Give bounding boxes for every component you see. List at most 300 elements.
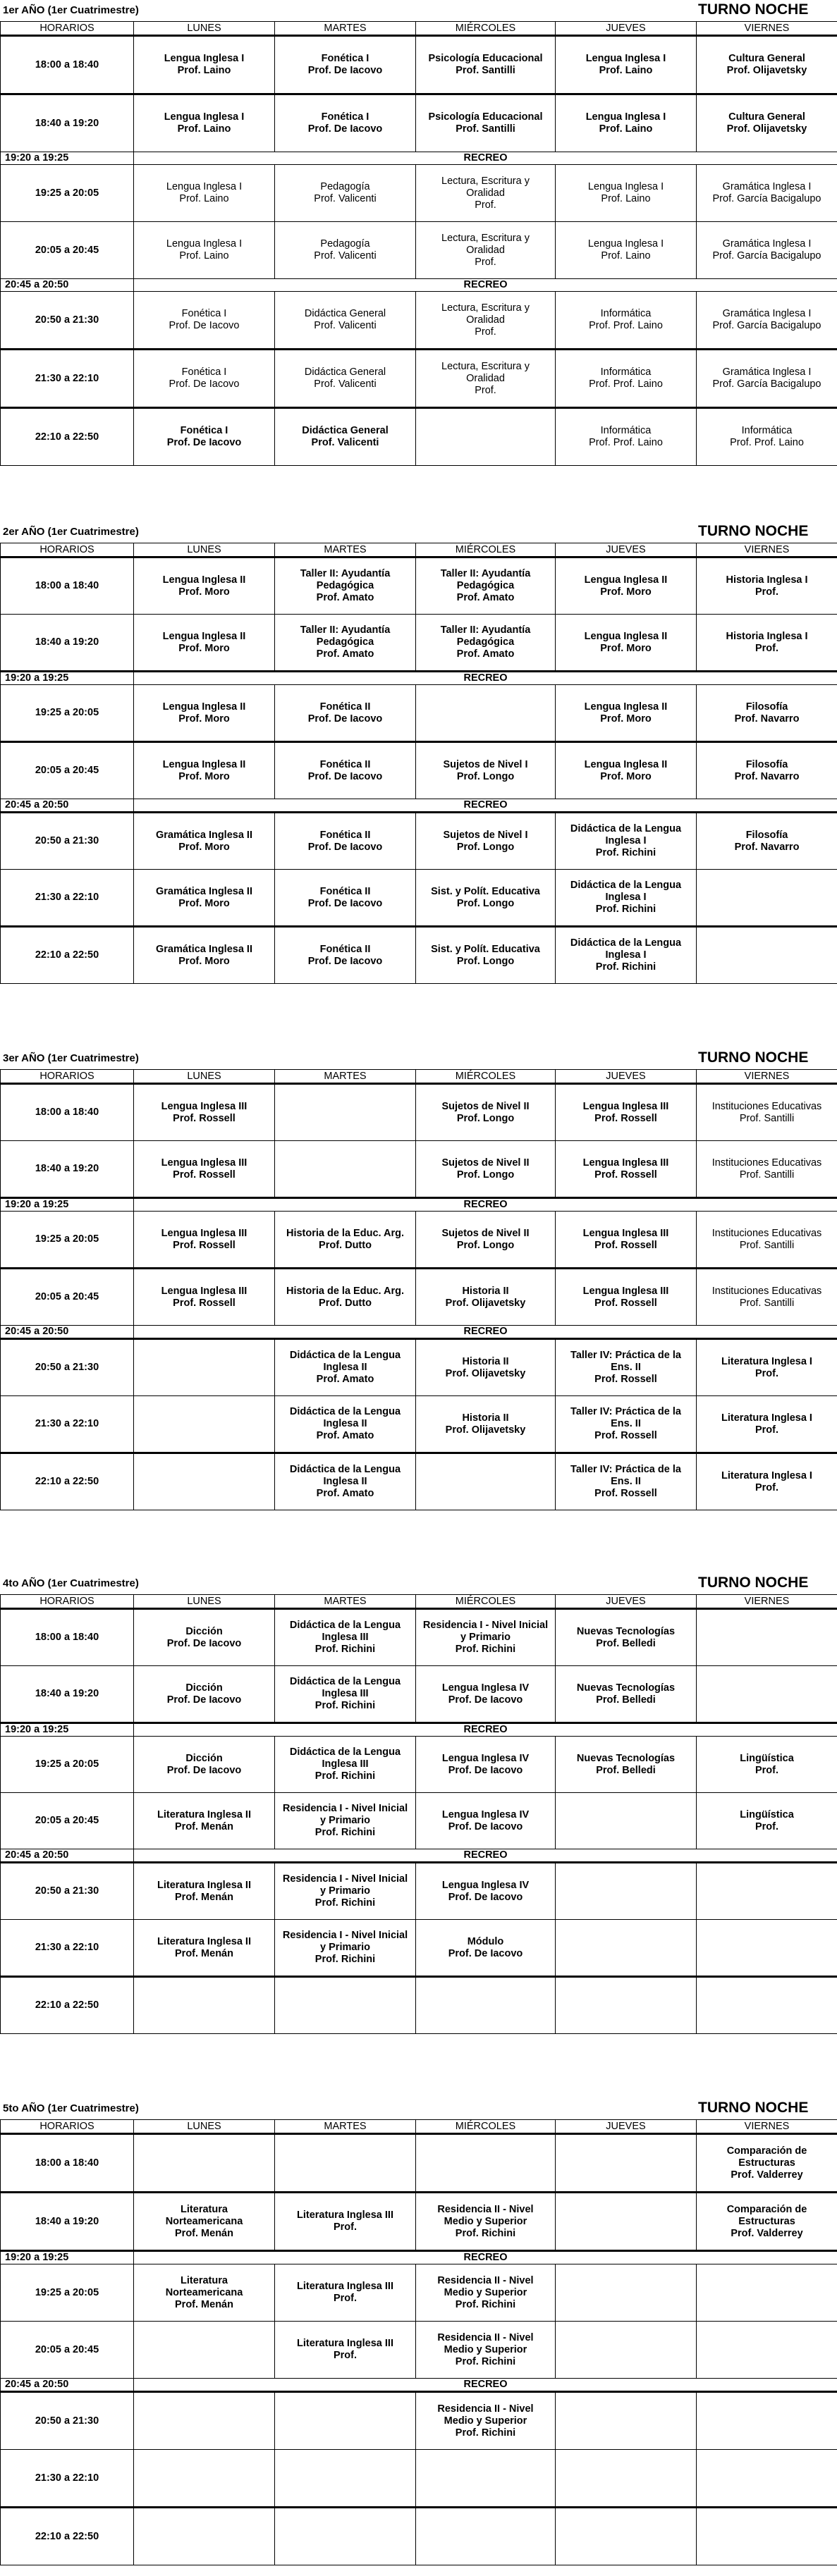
column-header: LUNES [134, 543, 275, 557]
class-cell: Historia Inglesa I Prof. [697, 557, 837, 615]
header-row [1, 22, 837, 36]
class-cell [416, 2450, 556, 2508]
class-cell [556, 1920, 697, 1977]
time-slot: 20:05 a 20:45 [1, 1793, 134, 1849]
class-cell: Fonética II Prof. De Iacovo [275, 813, 416, 870]
class-cell: Didáctica de la Lengua Inglesa III Prof. Richini [275, 1609, 416, 1666]
column-header: MIÉRCOLES [416, 22, 556, 36]
class-cell: Lengua Inglesa II Prof. Moro [134, 615, 275, 672]
class-cell: Lengua Inglesa III Prof. Rossell [134, 1141, 275, 1198]
time-slot: 22:10 a 22:50 [1, 927, 134, 984]
class-cell: Lengua Inglesa I Prof. Laino [134, 165, 275, 222]
class-cell: Informática Prof. Prof. Laino [556, 408, 697, 466]
class-cell: Lengua Inglesa I Prof. Laino [134, 222, 275, 279]
class-cell [556, 2193, 697, 2251]
class-cell: Lectura, Escritura y Oralidad Prof. [416, 292, 556, 350]
class-cell: Residencia I - Nivel Inicial y Primario Prof. Richini [275, 1793, 416, 1849]
class-cell: Fonética II Prof. De Iacovo [275, 685, 416, 742]
table-row [1, 870, 837, 927]
class-cell: Instituciones Educativas Prof. Santilli [697, 1212, 837, 1269]
class-cell: Lengua Inglesa IV Prof. De Iacovo [416, 1666, 556, 1723]
class-cell: Didáctica de la Lengua Inglesa II Prof. Amato [275, 1339, 416, 1396]
class-cell: Residencia II - Nivel Medio y Superior Prof. Richini [416, 2322, 556, 2379]
break-label: RECREO [134, 2251, 837, 2264]
class-cell: Módulo Prof. De Iacovo [416, 1920, 556, 1977]
class-cell: Didáctica de la Lengua Inglesa III Prof. Richini [275, 1737, 416, 1793]
table-row [1, 1737, 837, 1793]
class-cell [134, 2450, 275, 2508]
break-row [1, 1198, 837, 1212]
table-row [1, 36, 837, 94]
time-slot: 21:30 a 22:10 [1, 2450, 134, 2508]
class-cell: Fonética II Prof. De Iacovo [275, 742, 416, 799]
class-cell: Taller IV: Práctica de la Ens. II Prof. Rossell [556, 1396, 697, 1453]
time-slot: 18:00 a 18:40 [1, 557, 134, 615]
class-cell [697, 1863, 837, 1920]
table-row [1, 2134, 837, 2193]
class-cell: Literatura Norteamericana Prof. Menán [134, 2264, 275, 2322]
class-cell [134, 2134, 275, 2193]
class-cell [134, 2508, 275, 2565]
shift-label: TURNO NOCHE [698, 523, 809, 539]
schedule-table [0, 2119, 837, 2565]
table-row [1, 1666, 837, 1723]
class-cell: Lengua Inglesa I Prof. Laino [556, 165, 697, 222]
column-header: VIERNES [697, 22, 837, 36]
column-header: HORARIOS [1, 1595, 134, 1609]
class-cell: Gramática Inglesa I Prof. García Bacigalupo [697, 222, 837, 279]
class-cell [416, 408, 556, 466]
break-row [1, 1326, 837, 1339]
column-header: MARTES [275, 2120, 416, 2134]
class-cell: Lengua Inglesa IV Prof. De Iacovo [416, 1737, 556, 1793]
time-slot: 19:20 a 19:25 [1, 1723, 134, 1737]
class-cell: Instituciones Educativas Prof. Santilli [697, 1269, 837, 1326]
class-cell: Fonética II Prof. De Iacovo [275, 870, 416, 927]
class-cell: Nuevas Tecnologías Prof. Belledi [556, 1609, 697, 1666]
table-row [1, 742, 837, 799]
table-row [1, 94, 837, 152]
column-header: VIERNES [697, 543, 837, 557]
column-header: MARTES [275, 1595, 416, 1609]
class-cell [697, 2322, 837, 2379]
schedule-table [0, 543, 837, 984]
time-slot: 19:25 a 20:05 [1, 1737, 134, 1793]
class-cell: Lectura, Escritura y Oralidad Prof. [416, 222, 556, 279]
time-slot: 22:10 a 22:50 [1, 408, 134, 466]
class-cell: Fonética I Prof. De Iacovo [134, 408, 275, 466]
time-slot: 22:10 a 22:50 [1, 2508, 134, 2565]
time-slot: 20:45 a 20:50 [1, 1326, 134, 1339]
table-row [1, 350, 837, 408]
class-cell: Didáctica General Prof. Valicenti [275, 408, 416, 466]
class-cell [556, 1977, 697, 2034]
class-cell: Dicción Prof. De Iacovo [134, 1666, 275, 1723]
class-cell: Literatura Inglesa III Prof. [275, 2193, 416, 2251]
class-cell: Lengua Inglesa III Prof. Rossell [556, 1141, 697, 1198]
class-cell: Lengua Inglesa III Prof. Rossell [556, 1212, 697, 1269]
table-row [1, 1339, 837, 1396]
class-cell: Residencia I - Nivel Inicial y Primario Prof. Richini [416, 1609, 556, 1666]
table-row [1, 222, 837, 279]
break-row [1, 1723, 837, 1737]
class-cell: Taller II: Ayudantía Pedagógica Prof. Amato [275, 557, 416, 615]
class-cell: Instituciones Educativas Prof. Santilli [697, 1084, 837, 1141]
class-cell: Didáctica de la Lengua Inglesa I Prof. Richini [556, 927, 697, 984]
class-cell [416, 2508, 556, 2565]
table-row [1, 2450, 837, 2508]
time-slot: 19:25 a 20:05 [1, 165, 134, 222]
time-slot: 19:20 a 19:25 [1, 2251, 134, 2264]
class-cell [416, 1453, 556, 1510]
class-cell: Sujetos de Nivel II Prof. Longo [416, 1084, 556, 1141]
table-row [1, 2264, 837, 2322]
table-row [1, 165, 837, 222]
class-cell: Didáctica de la Lengua Inglesa I Prof. Richini [556, 870, 697, 927]
class-cell: Lengua Inglesa II Prof. Moro [556, 742, 697, 799]
table-row [1, 1977, 837, 2034]
class-cell [697, 927, 837, 984]
class-cell: Sujetos de Nivel II Prof. Longo [416, 1141, 556, 1198]
class-cell: Fonética I Prof. De Iacovo [275, 94, 416, 152]
time-slot: 18:00 a 18:40 [1, 2134, 134, 2193]
table-row [1, 1920, 837, 1977]
class-cell: Lengua Inglesa II Prof. Moro [556, 557, 697, 615]
break-row [1, 2251, 837, 2264]
table-row [1, 1453, 837, 1510]
time-slot: 20:45 a 20:50 [1, 2379, 134, 2392]
time-slot: 22:10 a 22:50 [1, 1453, 134, 1510]
break-label: RECREO [134, 1849, 837, 1863]
class-cell [134, 1977, 275, 2034]
class-cell: Dicción Prof. De Iacovo [134, 1737, 275, 1793]
class-cell: Lengua Inglesa II Prof. Moro [134, 742, 275, 799]
class-cell: Lengua Inglesa I Prof. Laino [134, 36, 275, 94]
class-cell: Residencia I - Nivel Inicial y Primario Prof. Richini [275, 1863, 416, 1920]
class-cell: Taller IV: Práctica de la Ens. II Prof. Rossell [556, 1339, 697, 1396]
class-cell: Sujetos de Nivel I Prof. Longo [416, 742, 556, 799]
class-cell [275, 2392, 416, 2450]
time-slot: 18:00 a 18:40 [1, 36, 134, 94]
time-slot: 18:00 a 18:40 [1, 1609, 134, 1666]
class-cell: Lectura, Escritura y Oralidad Prof. [416, 350, 556, 408]
column-header: HORARIOS [1, 1070, 134, 1084]
class-cell: Fonética II Prof. De Iacovo [275, 927, 416, 984]
column-header: VIERNES [697, 1595, 837, 1609]
class-cell: Nuevas Tecnologías Prof. Belledi [556, 1666, 697, 1723]
class-cell: Literatura Inglesa II Prof. Menán [134, 1920, 275, 1977]
class-cell: Lengua Inglesa III Prof. Rossell [134, 1084, 275, 1141]
class-cell: Gramática Inglesa II Prof. Moro [134, 813, 275, 870]
class-cell: Historia Inglesa I Prof. [697, 615, 837, 672]
class-cell: Lengua Inglesa II Prof. Moro [134, 557, 275, 615]
class-cell [556, 2508, 697, 2565]
class-cell: Literatura Inglesa III Prof. [275, 2264, 416, 2322]
class-cell: Fonética I Prof. De Iacovo [275, 36, 416, 94]
class-cell [275, 2508, 416, 2565]
shift-label: TURNO NOCHE [698, 1574, 809, 1591]
class-cell: Sist. y Polít. Educativa Prof. Longo [416, 927, 556, 984]
class-cell [556, 2392, 697, 2450]
break-label: RECREO [134, 152, 837, 165]
header-row [1, 2120, 837, 2134]
column-header: LUNES [134, 1595, 275, 1609]
time-slot: 20:45 a 20:50 [1, 1849, 134, 1863]
class-cell: Historia II Prof. Olijavetsky [416, 1269, 556, 1326]
break-label: RECREO [134, 279, 837, 292]
time-slot: 20:45 a 20:50 [1, 799, 134, 813]
table-row [1, 557, 837, 615]
class-cell [134, 2392, 275, 2450]
time-slot: 20:50 a 21:30 [1, 1863, 134, 1920]
class-cell: Pedagogía Prof. Valicenti [275, 165, 416, 222]
class-cell: Cultura General Prof. Olijavetsky [697, 94, 837, 152]
class-cell: Didáctica General Prof. Valicenti [275, 350, 416, 408]
table-row [1, 1084, 837, 1141]
time-slot: 19:25 a 20:05 [1, 685, 134, 742]
table-row [1, 1793, 837, 1849]
class-cell [697, 1666, 837, 1723]
class-cell: Lengua Inglesa III Prof. Rossell [556, 1269, 697, 1326]
time-slot: 18:40 a 19:20 [1, 615, 134, 672]
break-row [1, 152, 837, 165]
column-header: JUEVES [556, 1070, 697, 1084]
time-slot: 21:30 a 22:10 [1, 870, 134, 927]
class-cell: Literatura Inglesa II Prof. Menán [134, 1793, 275, 1849]
class-cell [134, 1453, 275, 1510]
class-cell [697, 1977, 837, 2034]
class-cell: Informática Prof. Prof. Laino [556, 292, 697, 350]
class-cell [556, 2264, 697, 2322]
table-row [1, 2508, 837, 2565]
class-cell: Lingüística Prof. [697, 1793, 837, 1849]
time-slot: 19:20 a 19:25 [1, 672, 134, 685]
class-cell: Psicología Educacional Prof. Santilli [416, 36, 556, 94]
class-cell: Taller II: Ayudantía Pedagógica Prof. Amato [275, 615, 416, 672]
shift-label: TURNO NOCHE [698, 2100, 809, 2116]
class-cell: Lectura, Escritura y Oralidad Prof. [416, 165, 556, 222]
class-cell: Literatura Inglesa I Prof. [697, 1453, 837, 1510]
column-header: JUEVES [556, 2120, 697, 2134]
class-cell: Fonética I Prof. De Iacovo [134, 292, 275, 350]
time-slot: 20:05 a 20:45 [1, 2322, 134, 2379]
column-header: VIERNES [697, 2120, 837, 2134]
class-cell [556, 1793, 697, 1849]
class-cell: Didáctica de la Lengua Inglesa III Prof. Richini [275, 1666, 416, 1723]
class-cell [556, 1863, 697, 1920]
class-cell [275, 1141, 416, 1198]
column-header: MARTES [275, 22, 416, 36]
class-cell: Instituciones Educativas Prof. Santilli [697, 1141, 837, 1198]
class-cell [697, 2264, 837, 2322]
class-cell: Gramática Inglesa I Prof. García Bacigalupo [697, 350, 837, 408]
table-row [1, 1863, 837, 1920]
class-cell: Cultura General Prof. Olijavetsky [697, 36, 837, 94]
class-cell: Psicología Educacional Prof. Santilli [416, 94, 556, 152]
class-cell: Gramática Inglesa II Prof. Moro [134, 927, 275, 984]
break-label: RECREO [134, 2379, 837, 2392]
time-slot: 18:40 a 19:20 [1, 1141, 134, 1198]
time-slot: 19:20 a 19:25 [1, 152, 134, 165]
shift-label: TURNO NOCHE [698, 1, 809, 18]
class-cell: Taller IV: Práctica de la Ens. II Prof. Rossell [556, 1453, 697, 1510]
class-cell [697, 2508, 837, 2565]
class-cell: Historia de la Educ. Arg. Prof. Dutto [275, 1212, 416, 1269]
class-cell: Residencia II - Nivel Medio y Superior Prof. Richini [416, 2392, 556, 2450]
class-cell: Literatura Inglesa I Prof. [697, 1339, 837, 1396]
class-cell: Lengua Inglesa I Prof. Laino [556, 94, 697, 152]
header-row [1, 543, 837, 557]
class-cell: Lengua Inglesa II Prof. Moro [556, 685, 697, 742]
section-title: 4to AÑO (1er Cuatrimestre) [3, 1577, 139, 1589]
class-cell [275, 1977, 416, 2034]
time-slot: 20:50 a 21:30 [1, 2392, 134, 2450]
class-cell: Lengua Inglesa III Prof. Rossell [134, 1269, 275, 1326]
table-row [1, 1609, 837, 1666]
table-row [1, 1269, 837, 1326]
time-slot: 19:25 a 20:05 [1, 1212, 134, 1269]
class-cell: Comparación de Estructuras Prof. Valderrey [697, 2134, 837, 2193]
time-slot: 21:30 a 22:10 [1, 1396, 134, 1453]
class-cell [134, 1396, 275, 1453]
column-header: HORARIOS [1, 22, 134, 36]
class-cell [697, 1609, 837, 1666]
class-cell: Lengua Inglesa IV Prof. De Iacovo [416, 1863, 556, 1920]
time-slot: 20:05 a 20:45 [1, 222, 134, 279]
class-cell: Taller II: Ayudantía Pedagógica Prof. Amato [416, 557, 556, 615]
column-header: LUNES [134, 1070, 275, 1084]
class-cell: Nuevas Tecnologías Prof. Belledi [556, 1737, 697, 1793]
time-slot: 18:00 a 18:40 [1, 1084, 134, 1141]
time-slot: 18:40 a 19:20 [1, 2193, 134, 2251]
class-cell: Lengua Inglesa I Prof. Laino [134, 94, 275, 152]
column-header: JUEVES [556, 1595, 697, 1609]
class-cell: Lengua Inglesa III Prof. Rossell [556, 1084, 697, 1141]
section-title: 1er AÑO (1er Cuatrimestre) [3, 4, 139, 16]
class-cell: Sist. y Polít. Educativa Prof. Longo [416, 870, 556, 927]
break-label: RECREO [134, 1326, 837, 1339]
header-row [1, 1070, 837, 1084]
break-row [1, 1849, 837, 1863]
time-slot: 18:40 a 19:20 [1, 1666, 134, 1723]
column-header: MIÉRCOLES [416, 1070, 556, 1084]
column-header: VIERNES [697, 1070, 837, 1084]
class-cell [556, 2134, 697, 2193]
class-cell: Didáctica de la Lengua Inglesa II Prof. Amato [275, 1453, 416, 1510]
class-cell: Literatura Inglesa III Prof. [275, 2322, 416, 2379]
class-cell [134, 1339, 275, 1396]
time-slot: 19:20 a 19:25 [1, 1198, 134, 1212]
class-cell: Lengua Inglesa I Prof. Laino [556, 222, 697, 279]
time-slot: 21:30 a 22:10 [1, 350, 134, 408]
column-header: MARTES [275, 1070, 416, 1084]
time-slot: 21:30 a 22:10 [1, 1920, 134, 1977]
class-cell [697, 870, 837, 927]
break-row [1, 799, 837, 813]
table-row [1, 813, 837, 870]
schedule-table [0, 21, 837, 466]
class-cell [134, 2322, 275, 2379]
class-cell [275, 1084, 416, 1141]
break-label: RECREO [134, 1723, 837, 1737]
schedule-table [0, 1069, 837, 1510]
class-cell: Historia II Prof. Olijavetsky [416, 1339, 556, 1396]
header-row [1, 1595, 837, 1609]
class-cell: Lengua Inglesa III Prof. Rossell [134, 1212, 275, 1269]
section-title: 5to AÑO (1er Cuatrimestre) [3, 2102, 139, 2114]
class-cell: Historia de la Educ. Arg. Prof. Dutto [275, 1269, 416, 1326]
time-slot: 20:50 a 21:30 [1, 292, 134, 350]
class-cell [275, 2450, 416, 2508]
class-cell: Residencia II - Nivel Medio y Superior Prof. Richini [416, 2264, 556, 2322]
class-cell: Sujetos de Nivel II Prof. Longo [416, 1212, 556, 1269]
class-cell: Didáctica General Prof. Valicenti [275, 292, 416, 350]
break-label: RECREO [134, 1198, 837, 1212]
class-cell: Lengua Inglesa II Prof. Moro [134, 685, 275, 742]
time-slot: 20:05 a 20:45 [1, 1269, 134, 1326]
time-slot: 22:10 a 22:50 [1, 1977, 134, 2034]
class-cell: Gramática Inglesa I Prof. García Bacigalupo [697, 292, 837, 350]
class-cell: Filosofía Prof. Navarro [697, 742, 837, 799]
column-header: MARTES [275, 543, 416, 557]
table-row [1, 2193, 837, 2251]
column-header: MIÉRCOLES [416, 2120, 556, 2134]
table-row [1, 1212, 837, 1269]
table-row [1, 615, 837, 672]
class-cell: Comparación de Estructuras Prof. Valderrey [697, 2193, 837, 2251]
column-header: LUNES [134, 22, 275, 36]
break-row [1, 2379, 837, 2392]
column-header: HORARIOS [1, 543, 134, 557]
class-cell [275, 2134, 416, 2193]
break-label: RECREO [134, 672, 837, 685]
class-cell [697, 2450, 837, 2508]
class-cell: Sujetos de Nivel I Prof. Longo [416, 813, 556, 870]
class-cell: Informática Prof. Prof. Laino [697, 408, 837, 466]
class-cell: Lingüística Prof. [697, 1737, 837, 1793]
class-cell: Dicción Prof. De Iacovo [134, 1609, 275, 1666]
break-row [1, 279, 837, 292]
section-title: 3er AÑO (1er Cuatrimestre) [3, 1052, 139, 1064]
class-cell: Lengua Inglesa II Prof. Moro [556, 615, 697, 672]
table-row [1, 292, 837, 350]
table-row [1, 1396, 837, 1453]
class-cell: Fonética I Prof. De Iacovo [134, 350, 275, 408]
table-row [1, 408, 837, 466]
class-cell: Lengua Inglesa I Prof. Laino [556, 36, 697, 94]
class-cell [556, 2322, 697, 2379]
column-header: MIÉRCOLES [416, 543, 556, 557]
class-cell: Historia II Prof. Olijavetsky [416, 1396, 556, 1453]
class-cell: Filosofía Prof. Navarro [697, 813, 837, 870]
time-slot: 20:05 a 20:45 [1, 742, 134, 799]
column-header: MIÉRCOLES [416, 1595, 556, 1609]
class-cell: Residencia I - Nivel Inicial y Primario Prof. Richini [275, 1920, 416, 1977]
class-cell: Literatura Inglesa II Prof. Menán [134, 1863, 275, 1920]
class-cell [556, 2450, 697, 2508]
table-row [1, 1141, 837, 1198]
class-cell: Informática Prof. Prof. Laino [556, 350, 697, 408]
time-slot: 20:50 a 21:30 [1, 1339, 134, 1396]
column-header: JUEVES [556, 543, 697, 557]
class-cell [697, 2392, 837, 2450]
class-cell: Filosofía Prof. Navarro [697, 685, 837, 742]
class-cell: Didáctica de la Lengua Inglesa II Prof. Amato [275, 1396, 416, 1453]
column-header: LUNES [134, 2120, 275, 2134]
class-cell: Pedagogía Prof. Valicenti [275, 222, 416, 279]
class-cell: Gramática Inglesa I Prof. García Bacigalupo [697, 165, 837, 222]
time-slot: 19:25 a 20:05 [1, 2264, 134, 2322]
